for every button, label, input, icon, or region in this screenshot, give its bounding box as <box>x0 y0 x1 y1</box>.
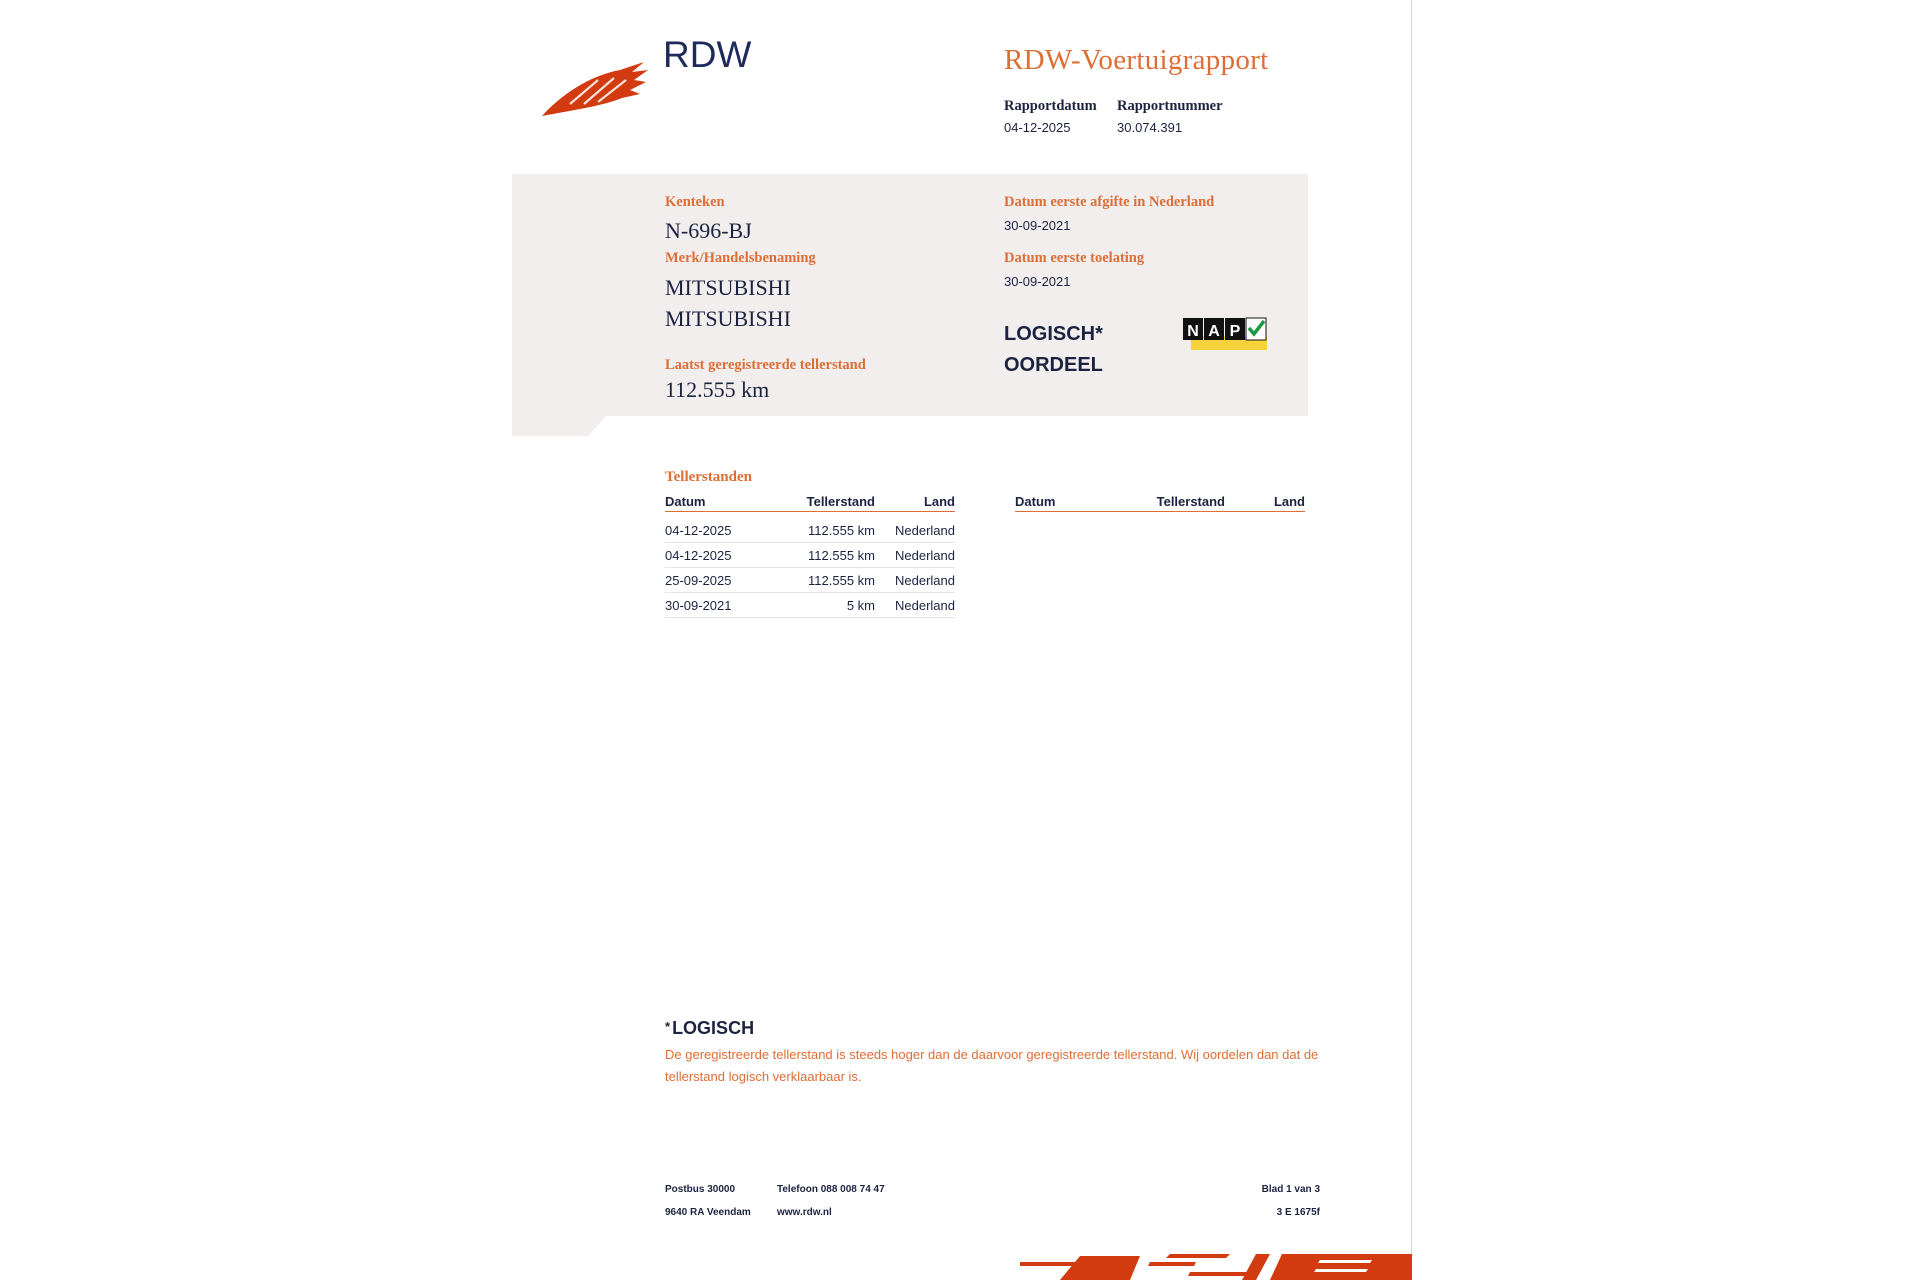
col-country: Land <box>875 493 955 512</box>
rdw-logo-icon <box>540 58 652 120</box>
trade-name-value: MITSUBISHI <box>665 306 791 331</box>
footer-address-1: Postbus 30000 <box>665 1184 736 1195</box>
col-country: Land <box>1225 493 1305 512</box>
plate-number: N-696-BJ <box>665 218 752 243</box>
col-date: Datum <box>1015 493 1125 512</box>
verdict-line-2: OORDEEL <box>1004 354 1103 376</box>
row-reading: 112.555 km <box>775 543 875 568</box>
first-nl-date-label: Datum eerste afgifte in Nederland <box>1004 194 1215 210</box>
col-reading: Tellerstand <box>1125 493 1225 512</box>
footer-phone: Telefoon 088 008 74 47 <box>777 1184 885 1195</box>
report-number-label: Rapportnummer <box>1117 98 1223 114</box>
first-admission-date: 30-09-2021 <box>1004 274 1071 289</box>
decorative-stripes-icon <box>1020 1252 1412 1280</box>
first-admission-label: Datum eerste toelating <box>1004 250 1145 266</box>
row-country: Nederland <box>875 543 955 568</box>
footnote-text: De geregistreerde tellerstand is steeds hoger dan de daarvoor geregistreerde tellerstand. Wij oordelen dan dat de tellerstand logisch verklaarbaar is. <box>665 1047 1319 1084</box>
odometer-label: Laatst geregistreerde tellerstand <box>665 357 866 373</box>
row-reading: 5 km <box>775 593 875 618</box>
col-date: Datum <box>665 493 775 512</box>
table-row <box>665 543 955 568</box>
report-number: 30.074.391 <box>1117 120 1183 135</box>
brand-name: RDW <box>663 34 752 75</box>
footer-code: 3 E 1675f <box>1276 1207 1320 1218</box>
row-date: 25-09-2025 <box>665 568 775 593</box>
make-value: MITSUBISHI <box>665 275 791 300</box>
footer-page-number: Blad 1 van 3 <box>1261 1184 1320 1195</box>
odometer-table-second-column <box>1015 493 1305 512</box>
footnote-title <box>665 1018 754 1039</box>
summary-panel-tab <box>512 414 608 438</box>
row-country: Nederland <box>875 568 955 593</box>
page-edge-divider <box>1411 0 1412 1280</box>
nap-letter-n: N <box>1187 323 1199 340</box>
table-row <box>665 593 955 618</box>
row-reading: 112.555 km <box>775 568 875 593</box>
nap-letter-p: P <box>1229 323 1241 340</box>
first-nl-date: 30-09-2021 <box>1004 218 1071 233</box>
row-reading: 112.555 km <box>775 518 875 543</box>
verdict <box>1004 319 1103 381</box>
footer-address-2: 9640 RA Veendam <box>665 1207 751 1218</box>
nap-letter-a: A <box>1208 323 1220 340</box>
odometer-table <box>665 493 955 618</box>
report-date: 04-12-2025 <box>1004 120 1071 135</box>
table-header-row <box>665 493 955 512</box>
row-country: Nederland <box>875 593 955 618</box>
table-row <box>665 568 955 593</box>
footnote-star: * <box>665 1019 671 1034</box>
report-title: RDW-Voertuigrapport <box>1004 44 1269 76</box>
last-odometer-value: 112.555 km <box>665 377 770 402</box>
plate-label: Kenteken <box>665 194 725 210</box>
odometer-section-title: Tellerstanden <box>665 469 752 485</box>
table-row <box>665 518 955 543</box>
footer-website: www.rdw.nl <box>777 1207 832 1218</box>
make-label: Merk/Handelsbenaming <box>665 250 816 266</box>
report-date-label: Rapportdatum <box>1004 98 1097 114</box>
row-date: 04-12-2025 <box>665 518 775 543</box>
col-reading: Tellerstand <box>775 493 875 512</box>
table-header-row <box>1015 493 1305 512</box>
row-date: 04-12-2025 <box>665 543 775 568</box>
verdict-line-1: LOGISCH* <box>1004 323 1103 345</box>
row-date: 30-09-2021 <box>665 593 775 618</box>
row-country: Nederland <box>875 518 955 543</box>
nap-badge-icon <box>1183 316 1267 352</box>
footnote-title-text: LOGISCH <box>672 1018 755 1038</box>
